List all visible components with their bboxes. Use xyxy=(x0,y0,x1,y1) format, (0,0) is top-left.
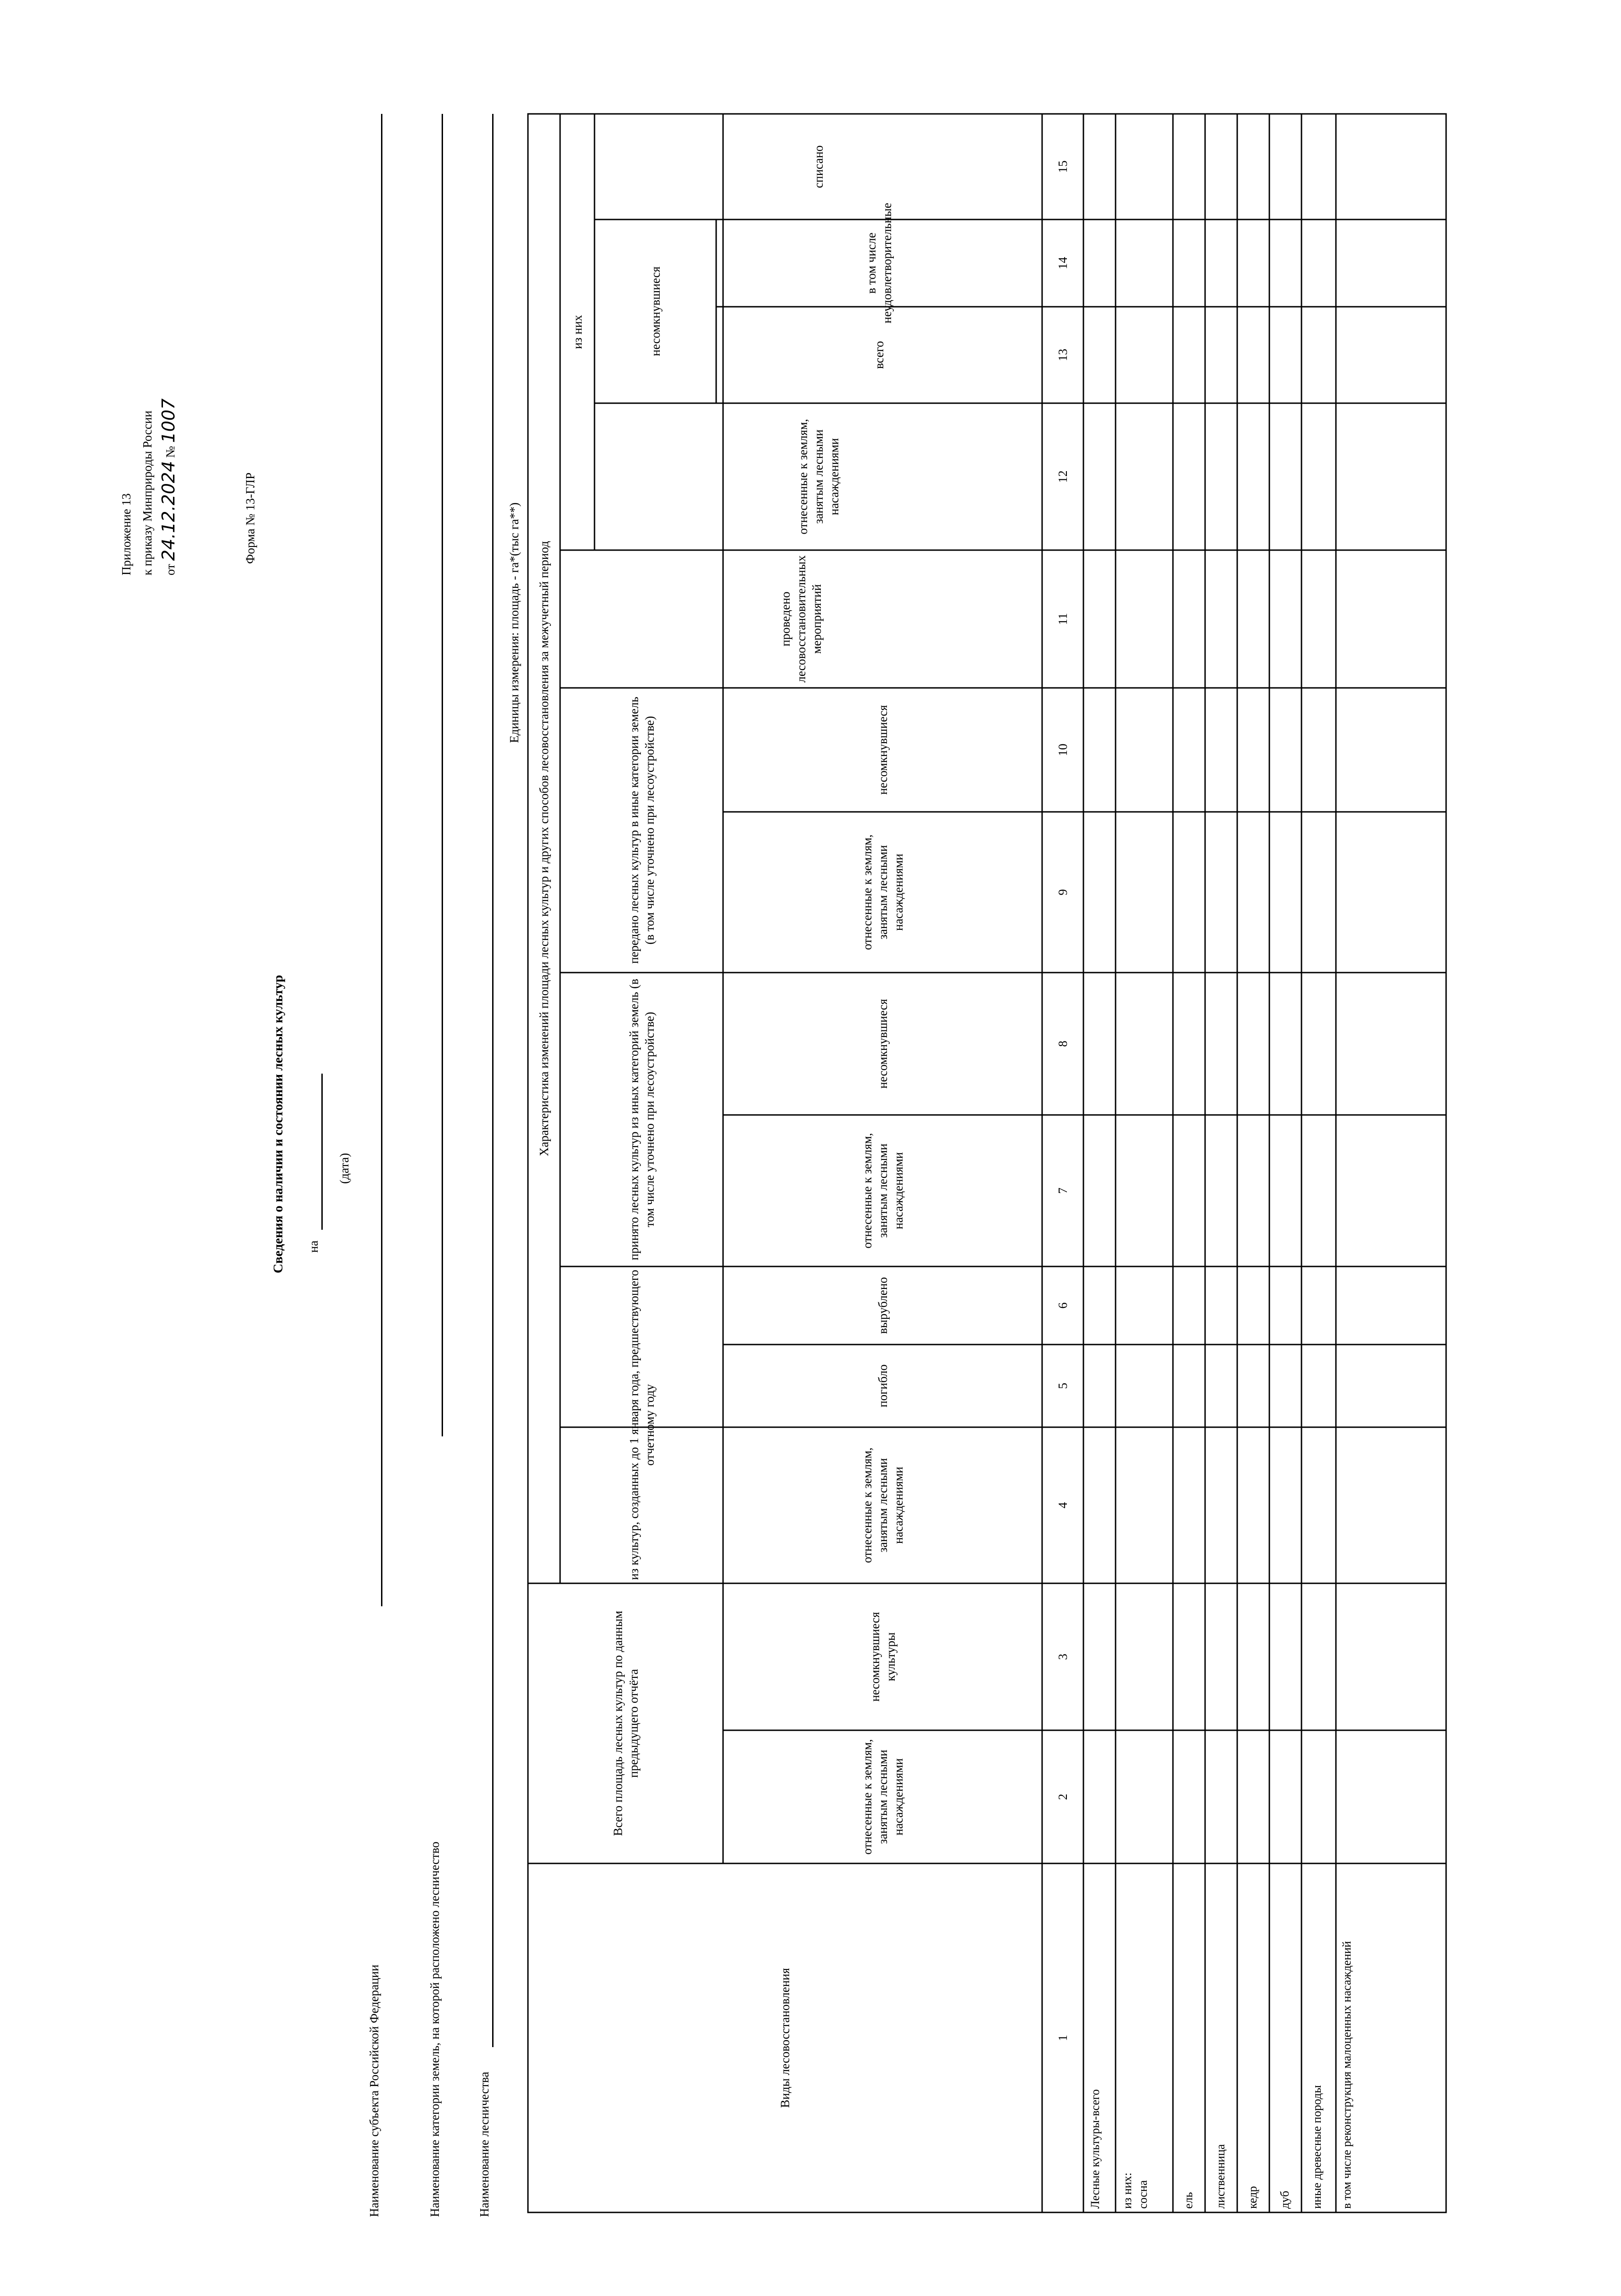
page-title: Сведения о наличии и состоянии лесных культур xyxy=(271,975,286,1273)
header-group-changes-text: Характеристика изменений площади лесных культур и других способов лесовосстановления за межучетный период xyxy=(537,541,551,1156)
col-number: 8 xyxy=(1055,1041,1070,1047)
col-number: 4 xyxy=(1055,1502,1070,1508)
header-col-8-text: несомкнувшиеся xyxy=(875,999,890,1089)
row-label-other-species: иные древесные породы xyxy=(1310,2085,1324,2209)
col-number: 9 xyxy=(1055,889,1070,895)
header-from-cultures-text: из культур, созданных до 1 января года, предшествующего отчетному году xyxy=(627,1270,656,1580)
header-col-12 xyxy=(595,403,1042,550)
col-number: 1 xyxy=(1055,2035,1070,2041)
header-col-types-text: Виды лесовосстановления xyxy=(778,1968,792,2108)
header-group-total-text: Всего площадь лесных культур по данным предыдущего отчёта xyxy=(611,1610,640,1836)
header-from-them-text: из них xyxy=(570,315,584,349)
col-number: 2 xyxy=(1055,1794,1070,1800)
header-col-3 xyxy=(723,1583,1042,1730)
form-number: Форма № 13-ГЛР xyxy=(243,473,257,564)
header-accepted-text: принято лесных культур из иных категорий земель (в том числе уточнено при лесоустройстве) xyxy=(627,979,656,1261)
header-col-5-text: погибло xyxy=(875,1364,890,1407)
units-note: Единицы измерения: площадь - га*(тыс га**) xyxy=(507,502,521,743)
col-number: 10 xyxy=(1055,743,1070,756)
header-col-2 xyxy=(723,1730,1042,1863)
land-category-line xyxy=(442,114,443,1436)
col-number: 11 xyxy=(1055,613,1070,625)
header-col-11 xyxy=(560,550,1042,688)
subject-line xyxy=(381,114,382,1606)
row-label-total: Лесные культуры-всего xyxy=(1088,2089,1102,2209)
row-label-spruce: ель xyxy=(1182,2192,1195,2209)
col-number: 13 xyxy=(1055,349,1070,361)
header-col-7 xyxy=(723,1115,1042,1266)
header-col-3-text: несомкнувшиеся культуры xyxy=(868,1612,897,1702)
header-col-2-text: отнесенные к землям, занятым лесными насаждениями xyxy=(860,1739,905,1855)
appendix-header xyxy=(116,208,181,575)
number-prefix: № xyxy=(163,446,177,458)
header-from-cultures xyxy=(560,1266,723,1583)
row-label-pine: сосна xyxy=(1136,2180,1150,2209)
forestry-line xyxy=(492,114,494,2047)
col-number: 7 xyxy=(1055,1187,1070,1194)
header-col-11-text: проведено лесовосстановительных мероприятий xyxy=(779,555,824,683)
row-label-larch: лиственница xyxy=(1214,2144,1227,2209)
order-date-line xyxy=(158,208,181,575)
header-col-10-text: несомкнувшиеся xyxy=(875,705,890,795)
land-category-label: Наименование категории земель, на которой расположено лесничество xyxy=(428,1841,442,2217)
header-group-changes xyxy=(528,114,560,1583)
subject-label: Наименование субъекта Российской Федерации xyxy=(367,1964,381,2217)
date-underline xyxy=(321,1074,323,1230)
scan-corner-mark xyxy=(1602,704,1613,715)
header-transferred xyxy=(560,688,723,973)
date-prefix: от xyxy=(163,564,177,575)
row-label-cedar: кедр xyxy=(1246,2186,1259,2209)
header-col-4-text: отнесенные к землям, занятым лесными насаждениями xyxy=(860,1447,905,1563)
header-col-15 xyxy=(595,114,1042,219)
header-col-14-text: в том числе неудовлетворительные xyxy=(864,203,894,324)
row-label-of-them: из них: xyxy=(1121,2172,1134,2209)
header-col-9-text: отнесенные к землям, занятым лесными насаждениями xyxy=(860,834,905,950)
col-number: 5 xyxy=(1055,1383,1070,1389)
header-col-types xyxy=(528,1863,1042,2212)
date-caption: (дата) xyxy=(337,1153,351,1184)
header-col-5 xyxy=(723,1345,1042,1427)
header-group-total xyxy=(528,1583,723,1863)
appendix-label: Приложение 13 xyxy=(119,493,133,575)
header-accepted xyxy=(560,973,723,1266)
col-number: 14 xyxy=(1055,257,1070,270)
row-label-oak: дуб xyxy=(1278,2190,1291,2209)
order-label: к приказу Минприроды России xyxy=(140,411,154,575)
header-col-12-text: отнесенные к землям, занятым лесными насаждениями xyxy=(796,419,841,535)
header-col-10 xyxy=(723,688,1042,812)
header-from-them xyxy=(560,114,595,550)
row-label-reconstruction: в том числе реконструкция малоценных насаждений xyxy=(1340,1941,1353,2209)
header-col-6-text: вырублено xyxy=(875,1277,890,1334)
header-col-7-text: отнесенные к землям, занятым лесными насаждениями xyxy=(860,1133,905,1249)
header-not-closed xyxy=(595,219,716,403)
header-col-6 xyxy=(723,1266,1042,1345)
on-prefix: на xyxy=(307,1240,320,1253)
col-number: 12 xyxy=(1055,470,1070,483)
header-col-15-text: списано xyxy=(811,145,825,188)
header-col-8 xyxy=(723,973,1042,1115)
header-col-4 xyxy=(723,1427,1042,1583)
col-number: 6 xyxy=(1055,1302,1070,1309)
forestry-label: Наименование лесничества xyxy=(477,2071,491,2217)
handwritten-date: 24.12.2024 xyxy=(158,461,179,561)
header-transferred-text: передано лесных культур в иные категории земель (в том числе уточнено при лесоустройстве) xyxy=(627,697,656,964)
header-col-13-text: всего xyxy=(872,341,886,369)
col-number: 3 xyxy=(1055,1654,1070,1660)
header-not-closed-text: несомкнувшиеся xyxy=(648,266,662,356)
col-number: 15 xyxy=(1055,160,1070,173)
header-col-9 xyxy=(723,812,1042,973)
handwritten-number: 1007 xyxy=(158,398,179,443)
header-col-14 xyxy=(716,203,1042,324)
